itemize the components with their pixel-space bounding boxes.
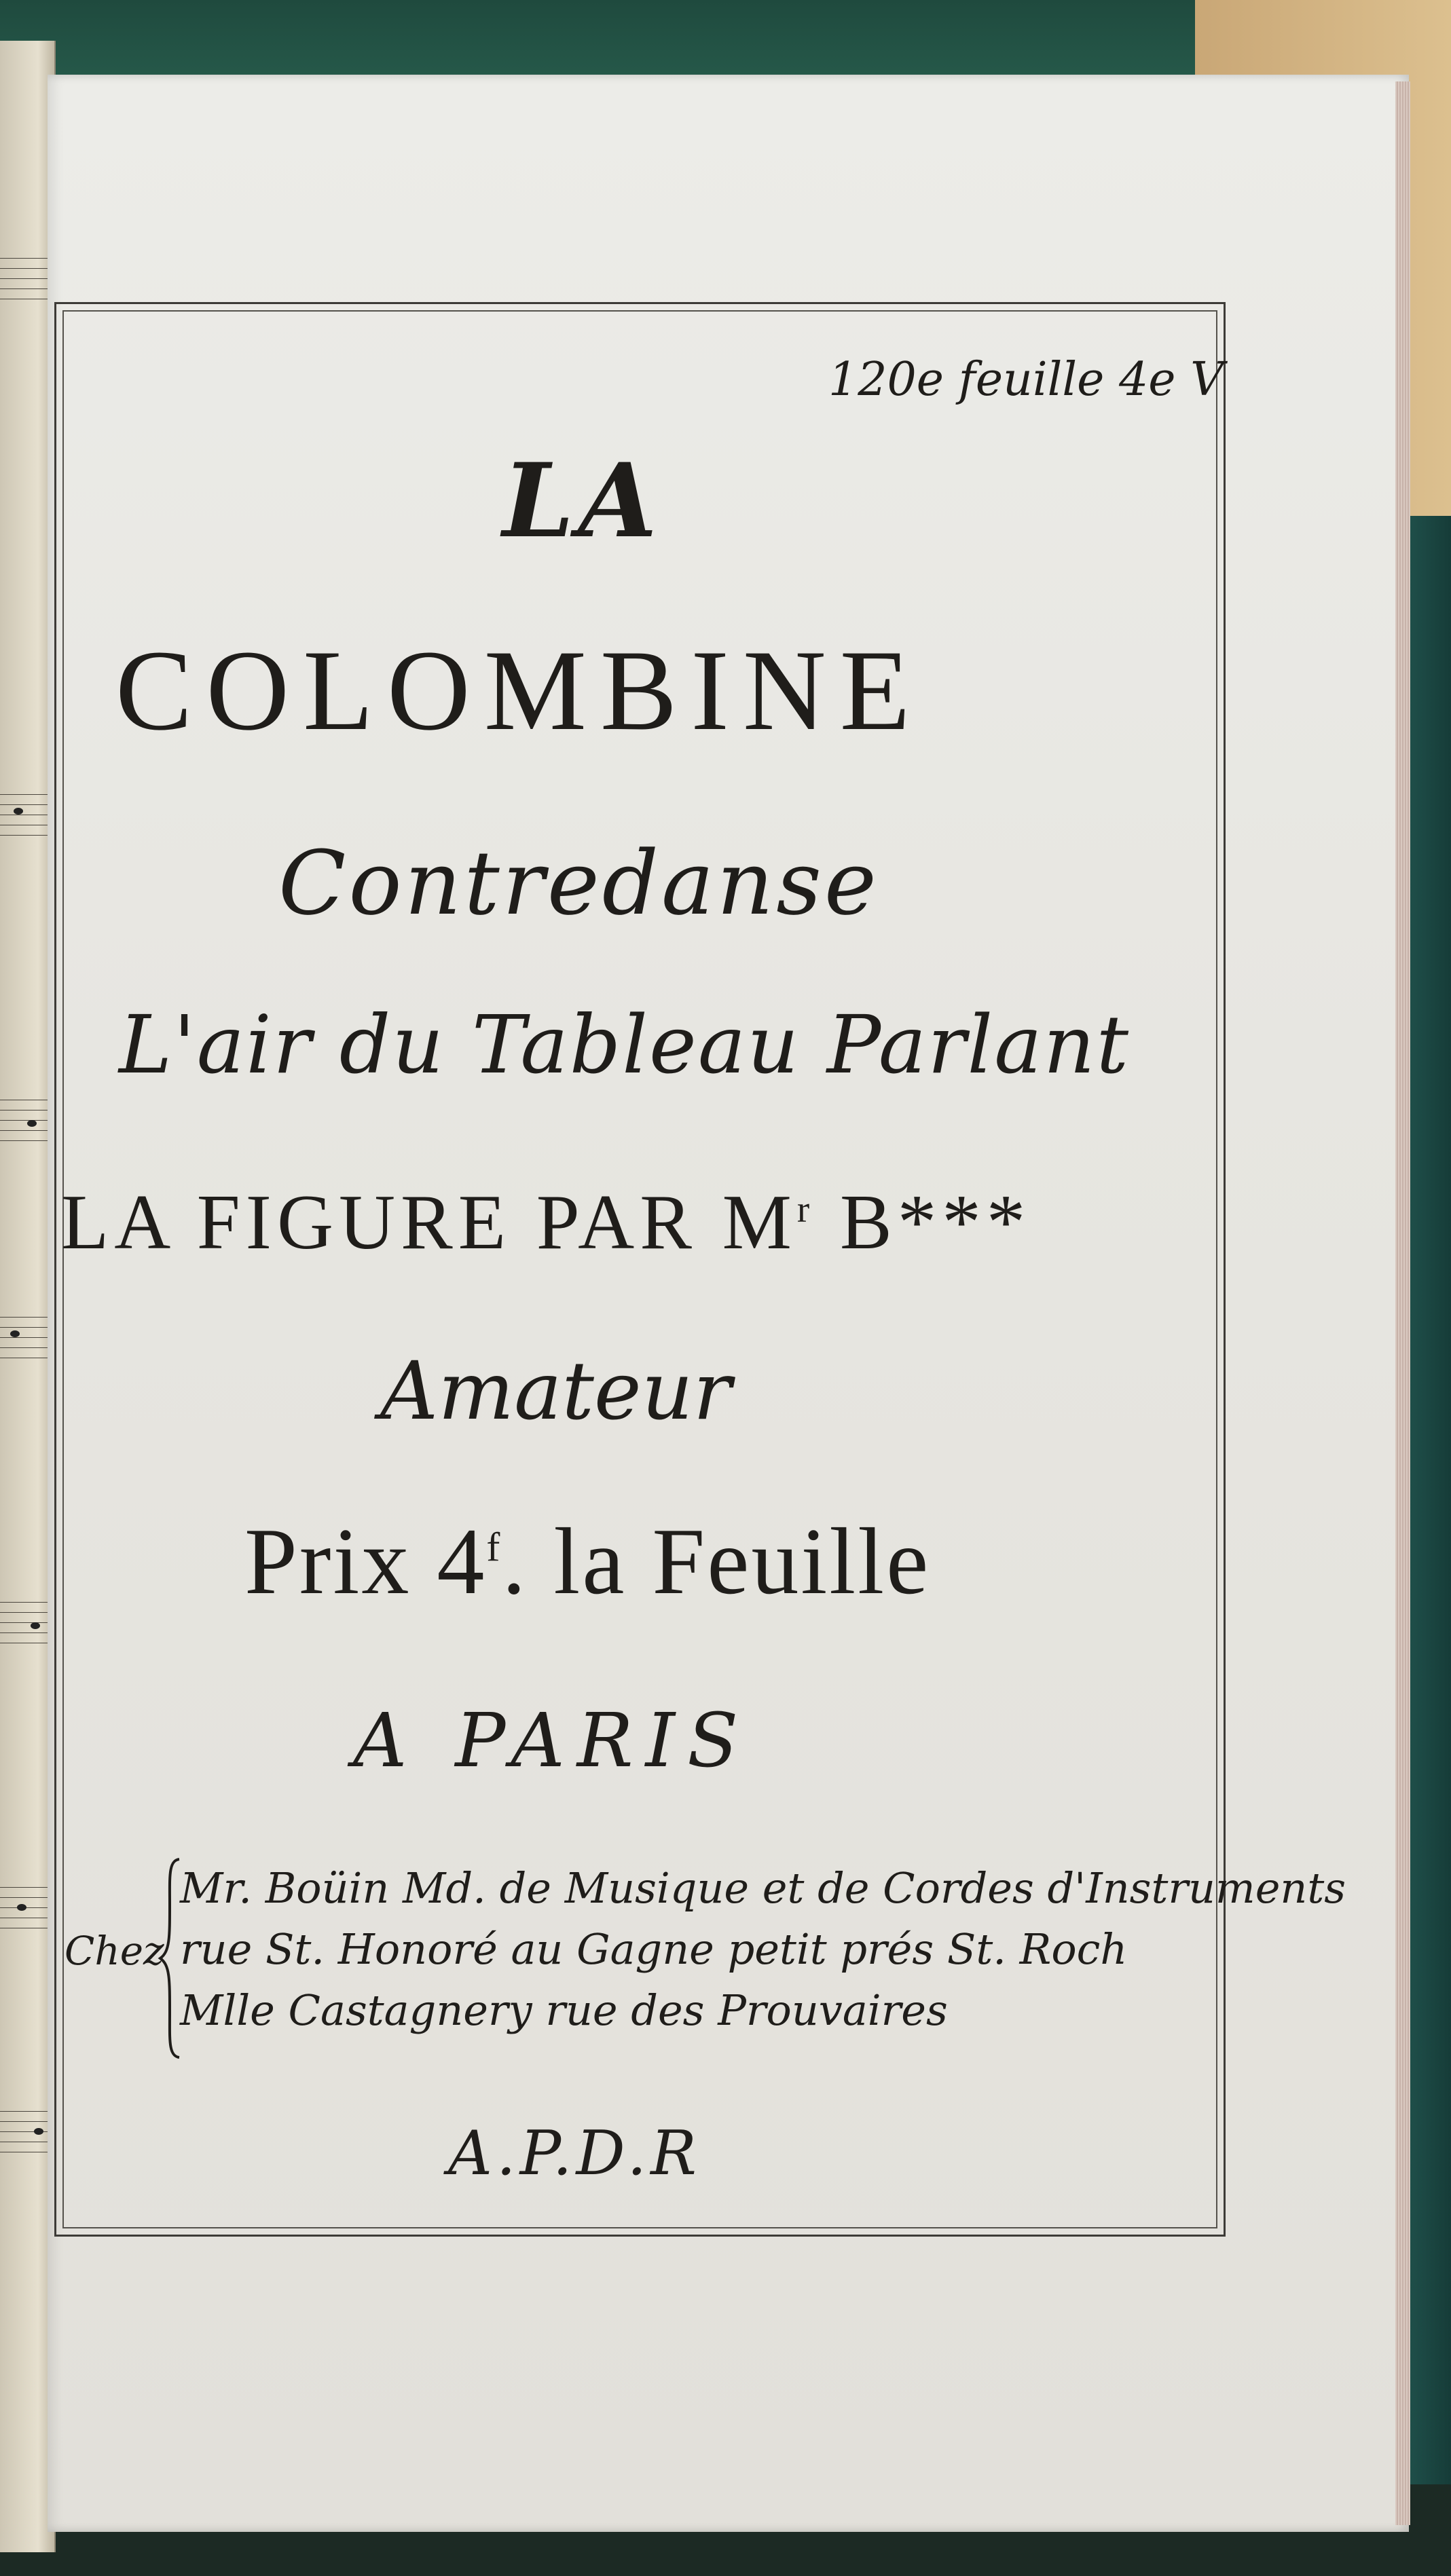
subtitle-genre: Contredanse	[278, 832, 879, 935]
subtitle-figure: LA FIGURE PAR $M^r$ B***	[61, 1179, 1031, 1265]
privilege-mark: A.P.D.R	[448, 2118, 701, 2189]
price-line: Prix 4$^f$. la Feuille	[244, 1509, 931, 1614]
title-main: COLOMBINE	[115, 627, 924, 754]
curly-brace	[156, 1856, 183, 2060]
subtitle-air: L'air du Tableau Parlant	[119, 998, 1131, 1091]
seller-line-2: rue St. Honoré au Gagne petit prés St. Roch	[180, 1924, 1128, 1974]
page-edges	[1395, 81, 1410, 2525]
seller-line-3: Mlle Castagnery rue des Prouvaires	[180, 1985, 948, 2035]
background-book	[1409, 516, 1451, 2576]
seller-line-1: Mr. Boüin Md. de Musique et de Cordes d'Instruments	[180, 1863, 1346, 1913]
title-article: LA	[502, 441, 661, 561]
sellers-chez: Chez	[65, 1928, 164, 1974]
subtitle-amateur: Amateur	[380, 1344, 732, 1438]
sellers-block	[65, 1856, 1346, 2060]
imprint-place: A PARIS	[353, 1697, 751, 1784]
folio-note: 120e feuille 4e V	[828, 353, 1224, 407]
